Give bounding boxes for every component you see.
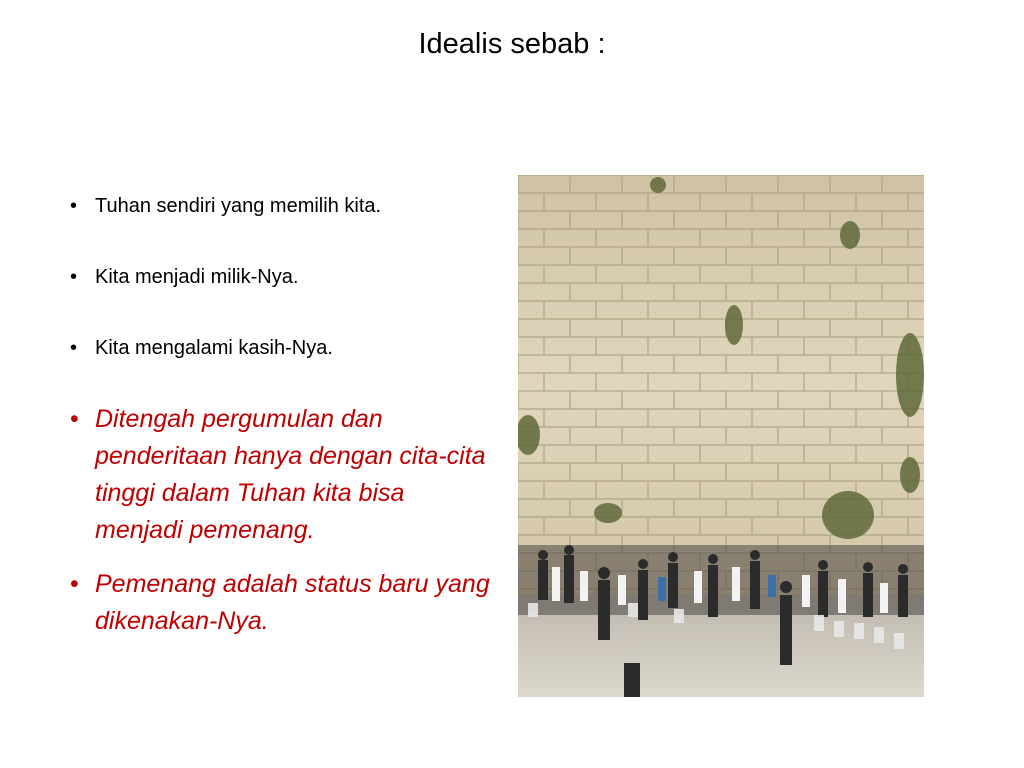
bullet-item-emphasis: [70, 401, 495, 549]
bullet-list: [70, 188, 495, 657]
bullet-dot: •: [70, 337, 78, 359]
bullet-text: Kita mengalami kasih-Nya.: [95, 337, 333, 359]
bullet-item: [70, 188, 495, 224]
bullet-dot: •: [70, 195, 78, 217]
bullet-dot: •: [70, 570, 79, 598]
bullet-item-emphasis: [70, 566, 495, 640]
bullet-text: Pemenang adalah status baru yang dikenakan-Nya.: [95, 570, 490, 635]
bullet-text: Kita menjadi milik-Nya.: [95, 266, 299, 288]
bullet-item: [70, 259, 495, 295]
slide-title: Idealis sebab :: [418, 28, 606, 60]
bullet-text: Ditengah pergumulan dan penderitaan hanya dengan cita-cita tinggi dalam Tuhan kita bisa menjadi pemenang.: [95, 405, 486, 544]
bullet-text: Tuhan sendiri yang memilih kita.: [95, 195, 382, 217]
photo-illustration: [518, 175, 924, 697]
bullet-dot: •: [70, 405, 79, 433]
western-wall-photo: [518, 175, 924, 697]
bullet-dot: •: [70, 266, 78, 288]
bullet-item: [70, 330, 495, 366]
